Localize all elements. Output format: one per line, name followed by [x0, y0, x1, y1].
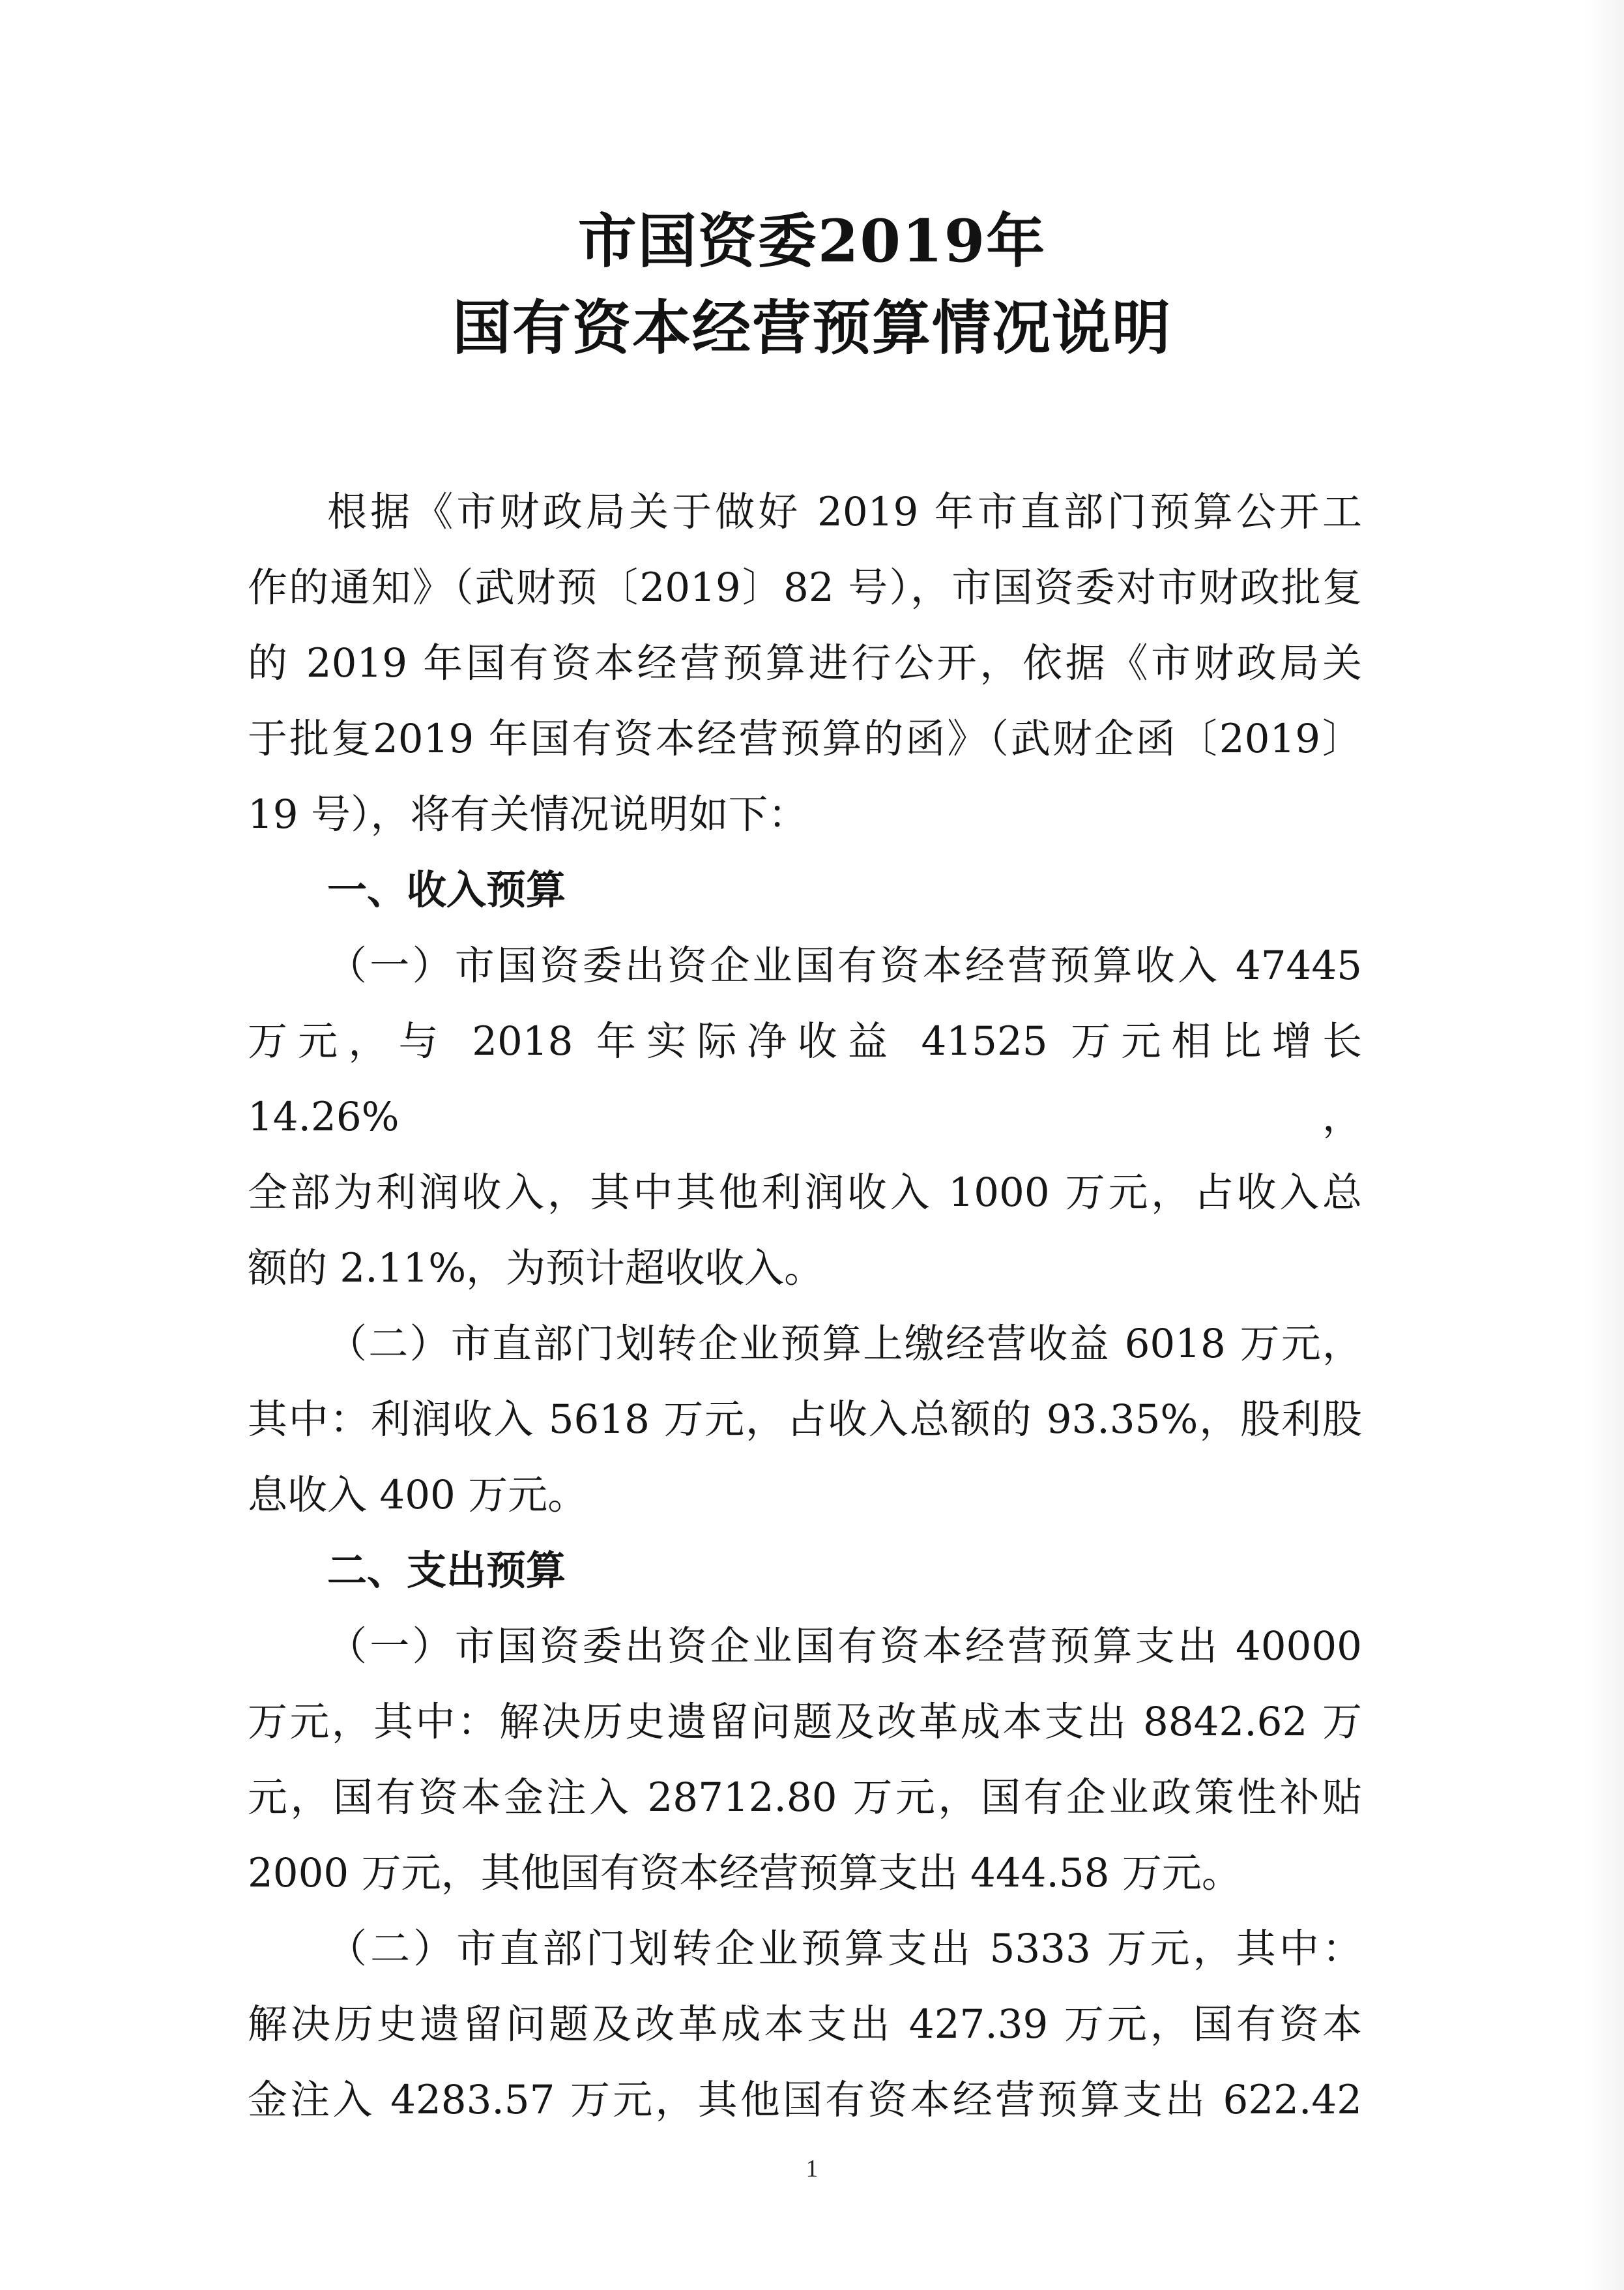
text-line: 一、收入预算 — [327, 867, 566, 913]
text-line: 万元，其中：解决历史遗留问题及改革成本支出 8842.62 万 — [248, 1699, 1362, 1745]
paragraph — [248, 1609, 1362, 1911]
paragraph — [248, 928, 1362, 1306]
document-title-line1: 市国资委2019年 — [577, 207, 1047, 276]
text-line: （二）市直部门划转企业预算上缴经营收益 6018 万元， — [327, 1321, 1362, 1367]
text-line: 额的 2.11%，为预计超收收入。 — [248, 1245, 824, 1291]
text-line: 元，国有资本金注入 28712.80 万元，国有企业政策性补贴 — [248, 1774, 1362, 1821]
document-title-line2: 国有资本经营预算情况说明 — [452, 293, 1172, 362]
text-line: （二）市直部门划转企业预算支出 5333 万元，其中： — [327, 1926, 1362, 1972]
text-line: 于批复2019 年国有资本经营预算的函》（武财企函〔2019〕 — [248, 716, 1362, 762]
document-body — [248, 475, 1362, 2138]
text-line: （一）市国资委出资企业国有资本经营预算收入 47445 — [327, 943, 1362, 989]
paragraph — [248, 1306, 1362, 1533]
text-line: 万元，与 2018 年实际净收益 41525 万元相比增长 14.26%， — [248, 1018, 1362, 1140]
text-line: 19 号），将有关情况说明如下： — [248, 791, 808, 838]
page-number: 1 — [805, 2155, 819, 2182]
section-heading — [248, 1533, 1362, 1609]
text-line: 解决历史遗留问题及改革成本支出 427.39 万元，国有资本 — [248, 2001, 1362, 2048]
text-line: 2000 万元，其他国有资本经营预算支出 444.58 万元。 — [248, 1850, 1241, 1896]
text-line: 金注入 4283.57 万元，其他国有资本经营预算支出 622.42 — [248, 2077, 1362, 2123]
text-line: 其中：利润收入 5618 万元，占收入总额的 93.35%，股利股 — [248, 1396, 1362, 1443]
text-line: 根据《市财政局关于做好 2019 年市直部门预算公开工 — [327, 489, 1362, 535]
section-heading — [248, 853, 1362, 928]
paragraph — [248, 475, 1362, 853]
text-line: 息收入 400 万元。 — [248, 1472, 588, 1518]
text-line: 作的通知》（武财预〔2019〕82 号），市国资委对市财政批复 — [248, 565, 1362, 611]
text-line: （一）市国资委出资企业国有资本经营预算支出 40000 — [327, 1623, 1362, 1669]
text-line: 的 2019 年国有资本经营预算进行公开，依据《市财政局关 — [248, 640, 1362, 686]
text-line: 全部为利润收入，其中其他利润收入 1000 万元，占收入总 — [248, 1169, 1362, 1216]
paragraph — [248, 1911, 1362, 2138]
text-line: 二、支出预算 — [327, 1548, 566, 1594]
